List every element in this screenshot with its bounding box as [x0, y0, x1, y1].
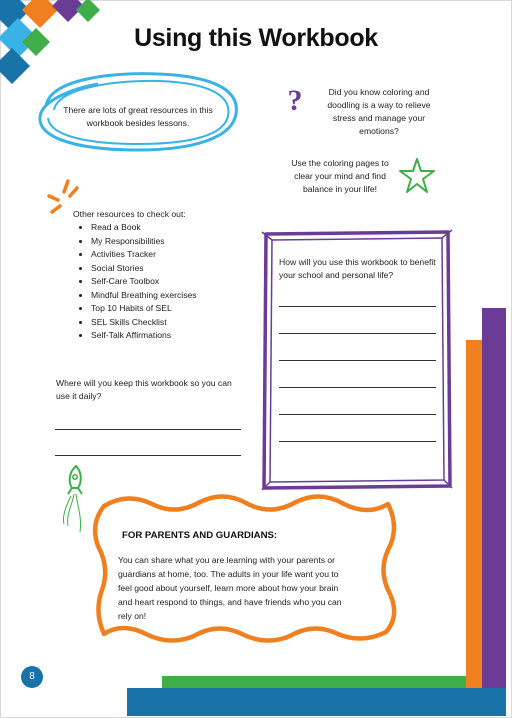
answer-line [279, 333, 436, 334]
answer-line [279, 306, 436, 307]
page-number: 8 [21, 666, 43, 688]
resource-item: • Mindful Breathing exercises [91, 289, 271, 303]
answer-line [279, 387, 436, 388]
answer-line [279, 414, 436, 415]
resources-heading: Other resources to check out: [73, 209, 186, 219]
answer-line [55, 455, 241, 456]
answer-line [55, 429, 241, 430]
resource-item: • Read a Book [91, 221, 271, 235]
resource-item: • Top 10 Habits of SEL [91, 302, 271, 316]
green-bar [162, 676, 466, 688]
question-use-text: How will you use this workbook to benefit your school and personal life? [279, 257, 436, 280]
parents-heading: FOR PARENTS AND GUARDIANS: [122, 530, 278, 541]
resource-item: • Social Stories [91, 262, 271, 276]
resources-list [75, 221, 271, 343]
answer-line [279, 441, 436, 442]
resource-item: • My Responsibilities [91, 235, 271, 249]
orange-bar [466, 340, 483, 690]
question-mark-icon [284, 84, 306, 116]
did-you-know-text: Did you know coloring and doodling is a way to relieve stress and manage your emotions? [327, 87, 431, 136]
intro-text: There are lots of great resources in this workbook besides lessons. [63, 105, 213, 128]
answer-line [279, 360, 436, 361]
blue-bar [127, 688, 506, 716]
corner-diamond-blue [0, 48, 30, 84]
page-title: Using this Workbook [134, 24, 378, 52]
question-keep-text: Where will you keep this workbook so you can use it daily? [56, 378, 232, 401]
resource-item: • SEL Skills Checklist [91, 316, 271, 330]
star-icon [396, 156, 438, 196]
purple-bar [482, 308, 506, 690]
svg-text:?: ? [287, 84, 303, 116]
coloring-tip-text: Use the coloring pages to clear your mind and find balance in your life! [291, 158, 389, 194]
resource-item: • Activities Tracker [91, 248, 271, 262]
resource-item: • Self-Care Toolbox [91, 275, 271, 289]
resource-item: • Self-Talk Affirmations [91, 329, 271, 343]
parents-body: You can share what you are learning with your parents or guardians at home, too. The adults in your life want you to feel good about yourself, learn more about how your brain and heart respond to things, and have friends who you can rely on! [118, 555, 342, 621]
